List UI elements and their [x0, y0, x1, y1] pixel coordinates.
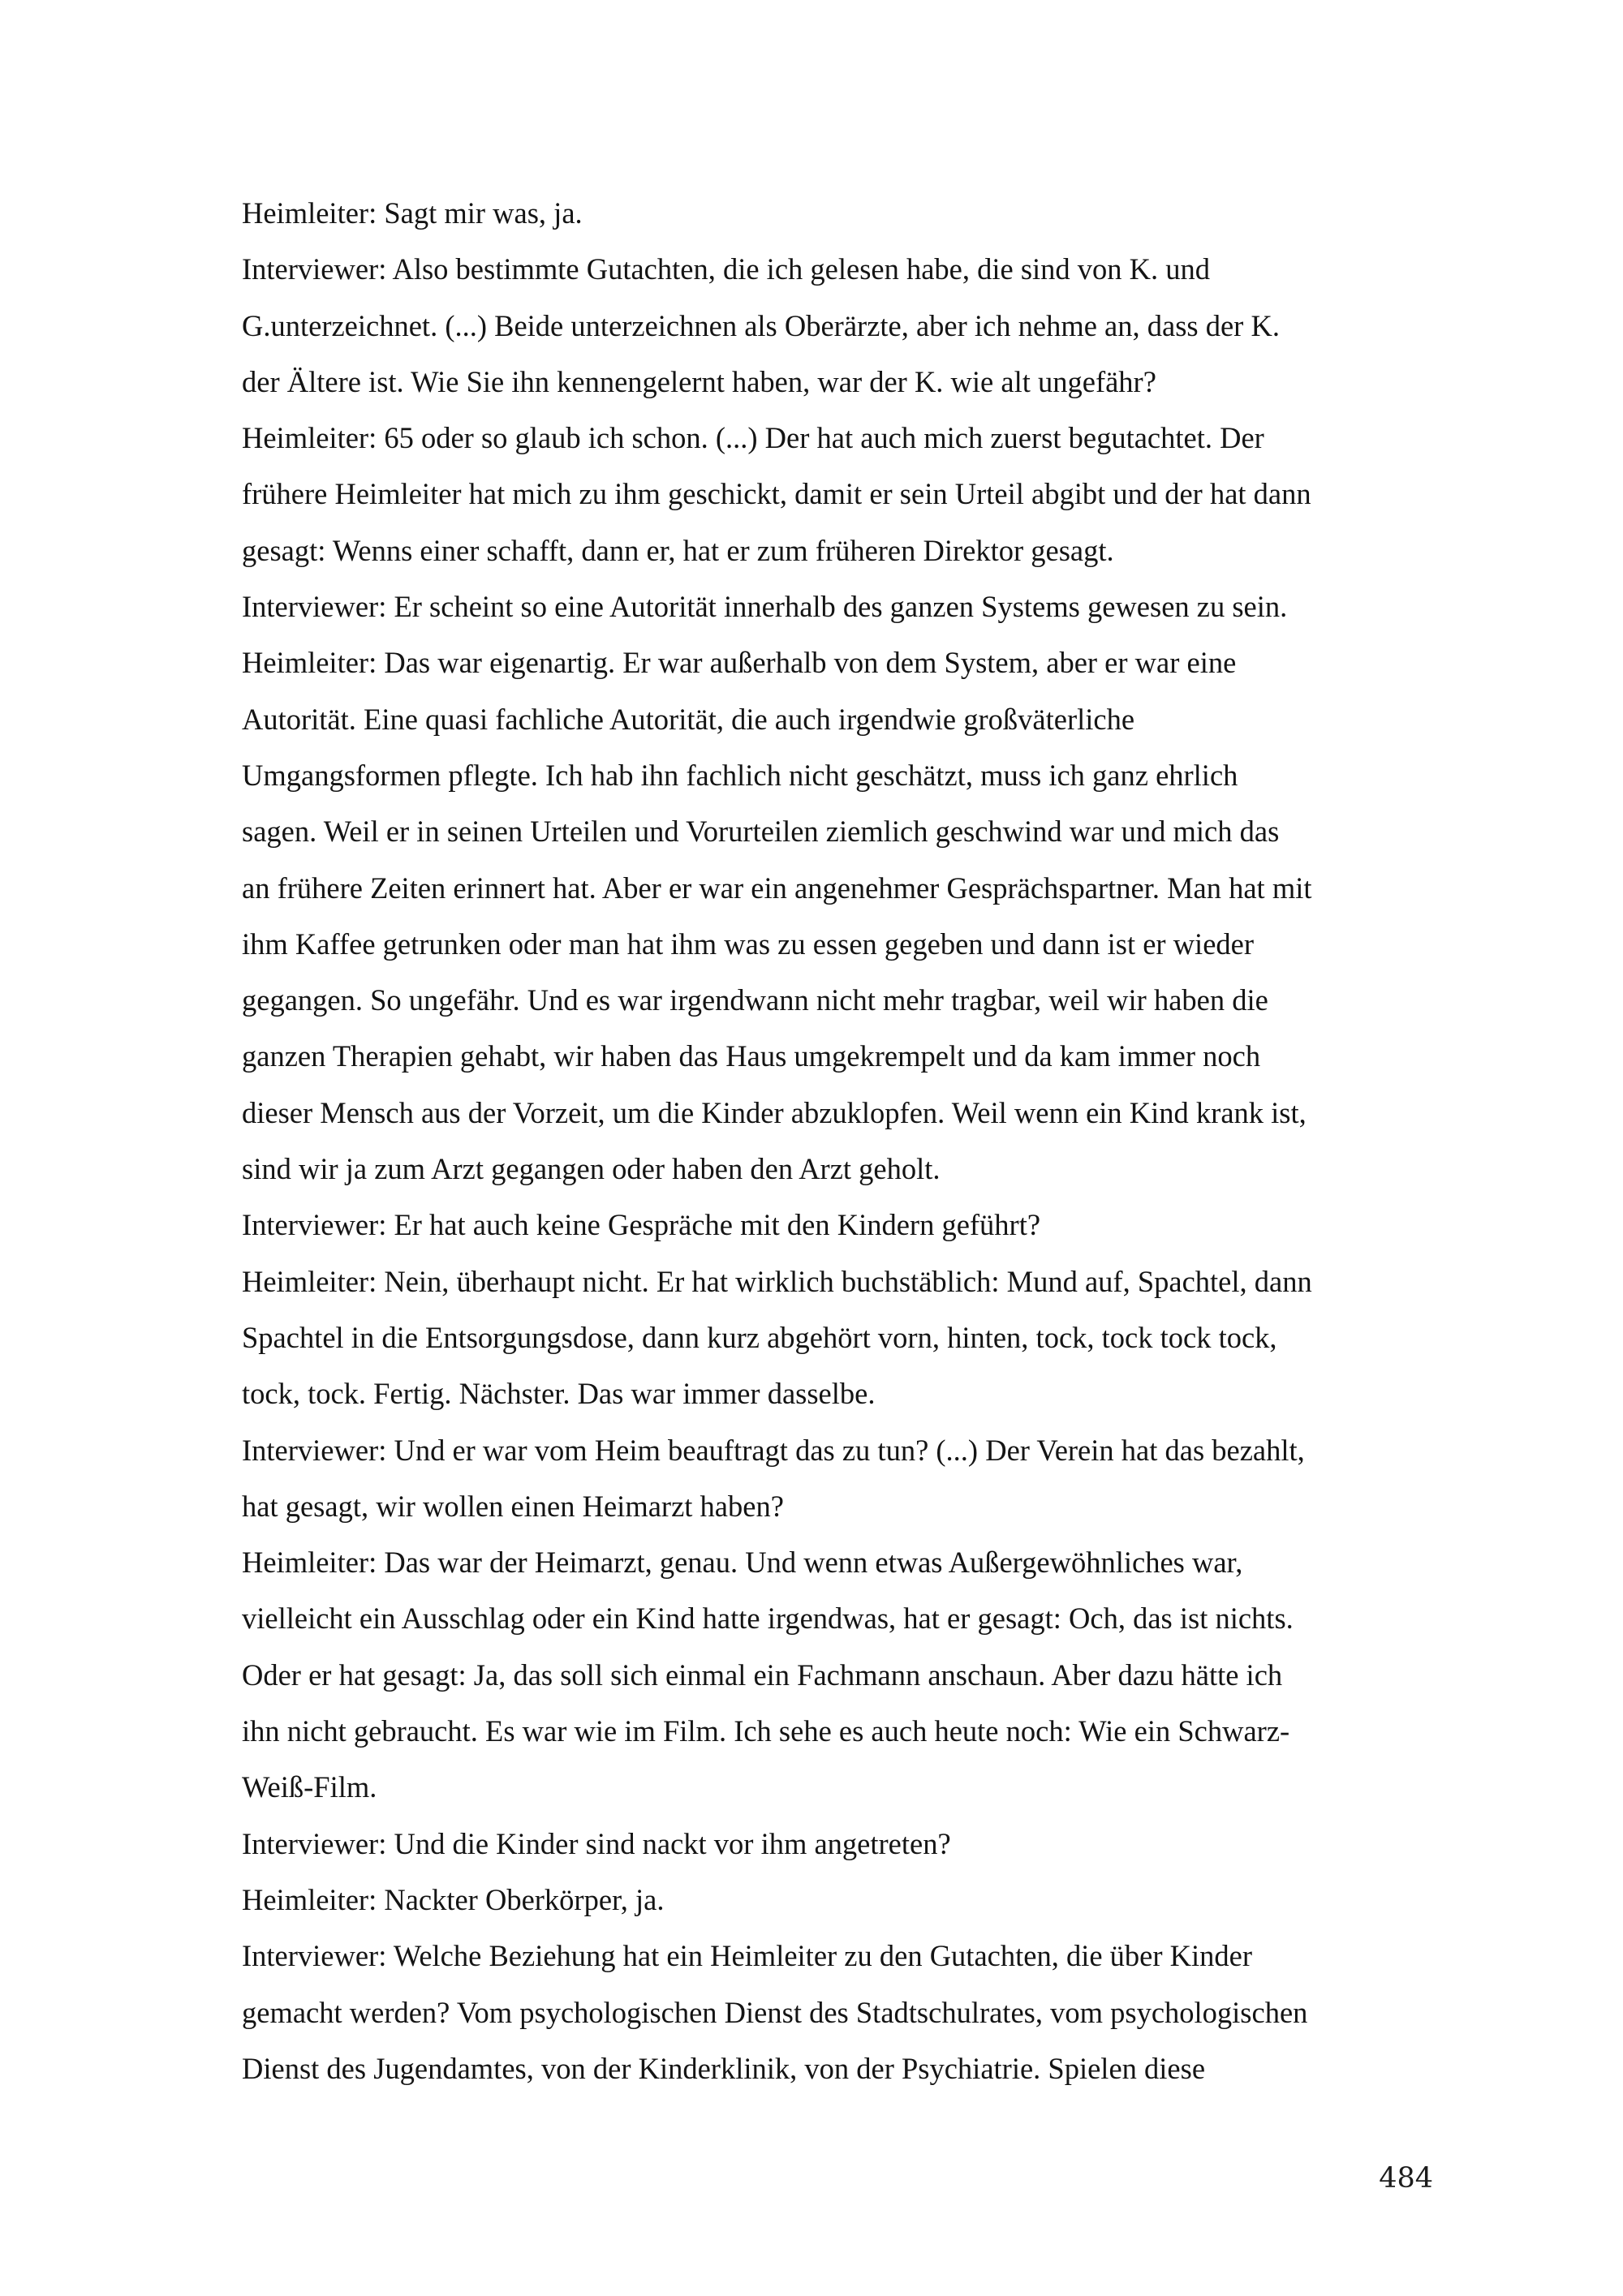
text-line: Spachtel in die Entsorgungsdose, dann kurz abgehört vorn, hinten, tock, tock tock tock, — [242, 1320, 1277, 1354]
text-line: ganzen Therapien gehabt, wir haben das Haus umgekrempelt und da kam immer noch — [242, 1039, 1261, 1073]
text-line: gegangen. So ungefähr. Und es war irgendwann nicht mehr tragbar, weil wir haben die — [242, 983, 1268, 1017]
text-line: vielleicht ein Ausschlag oder ein Kind hatte irgendwas, hat er gesagt: Och, das ist nichts. — [242, 1602, 1294, 1636]
text-line: Interviewer: Also bestimmte Gutachten, die ich gelesen habe, die sind von K. und — [242, 252, 1211, 286]
text-line: ihm Kaffee getrunken oder man hat ihm was zu essen gegeben und dann ist er wieder — [242, 927, 1255, 961]
text-line: sagen. Weil er in seinen Urteilen und Vorurteilen ziemlich geschwind war und mich das — [242, 815, 1280, 849]
text-line: Interviewer: Welche Beziehung hat ein Heimleiter zu den Gutachten, die über Kinder — [242, 1939, 1252, 1973]
interview-transcript — [242, 185, 1443, 2096]
text-line: frühere Heimleiter hat mich zu ihm geschickt, damit er sein Urteil abgibt und der hat dann — [242, 477, 1311, 511]
text-line: G.unterzeichnet. (...) Beide unterzeichnen als Oberärzte, aber ich nehme an, dass der K. — [242, 308, 1280, 342]
text-line: Heimleiter: Nackter Oberkörper, ja. — [242, 1882, 665, 1916]
text-line: Heimleiter: Nein, überhaupt nicht. Er hat wirklich buchstäblich: Mund auf, Spachtel, dann — [242, 1264, 1312, 1298]
text-line: tock, tock. Fertig. Nächster. Das war immer dasselbe. — [242, 1377, 876, 1411]
text-line: ihn nicht gebraucht. Es war wie im Film. Ich sehe es auch heute noch: Wie ein Schwarz- — [242, 1714, 1290, 1748]
text-line: Interviewer: Und die Kinder sind nackt vor ihm angetreten? — [242, 1826, 951, 1860]
text-line: der Ältere ist. Wie Sie ihn kennengelernt haben, war der K. wie alt ungefähr? — [242, 364, 1156, 398]
text-line: Interviewer: Er hat auch keine Gespräche mit den Kindern geführt? — [242, 1208, 1041, 1242]
text-line: Dienst des Jugendamtes, von der Kinderklinik, von der Psychiatrie. Spielen diese — [242, 2051, 1206, 2085]
text-line: hat gesagt, wir wollen einen Heimarzt haben? — [242, 1489, 784, 1523]
text-line: Heimleiter: Das war der Heimarzt, genau. Und wenn etwas Außergewöhnliches war, — [242, 1546, 1243, 1580]
text-line: Heimleiter: Sagt mir was, ja. — [242, 196, 583, 230]
text-line: gemacht werden? Vom psychologischen Dienst des Stadtschulrates, vom psychologischen — [242, 1995, 1308, 2029]
text-line: Interviewer: Und er war vom Heim beauftragt das zu tun? (...) Der Verein hat das bezahlt, — [242, 1433, 1305, 1467]
text-line: Interviewer: Er scheint so eine Autorität innerhalb des ganzen Systems gewesen zu sein. — [242, 590, 1288, 624]
text-line: Umgangsformen pflegte. Ich hab ihn fachlich nicht geschätzt, muss ich ganz ehrlich — [242, 758, 1238, 792]
text-line: gesagt: Wenns einer schafft, dann er, hat er zum früheren Direktor gesagt. — [242, 533, 1114, 567]
page-number: 484 — [1379, 2162, 1433, 2195]
text-line: Autorität. Eine quasi fachliche Autorität, die auch irgendwie großväterliche — [242, 702, 1135, 736]
text-line: sind wir ja zum Arzt gegangen oder haben den Arzt geholt. — [242, 1152, 941, 1186]
text-line: Weiß-Film. — [242, 1770, 377, 1804]
text-line: Heimleiter: Das war eigenartig. Er war außerhalb von dem System, aber er war eine — [242, 646, 1237, 680]
text-line: an frühere Zeiten erinnert hat. Aber er war ein angenehmer Gesprächspartner. Man hat mit — [242, 871, 1312, 905]
text-line: Oder er hat gesagt: Ja, das soll sich einmal ein Fachmann anschaun. Aber dazu hätte ich — [242, 1658, 1283, 1692]
text-line: Heimleiter: 65 oder so glaub ich schon. (...) Der hat auch mich zuerst begutachtet. Der — [242, 421, 1264, 455]
text-line: dieser Mensch aus der Vorzeit, um die Kinder abzuklopfen. Weil wenn ein Kind krank ist, — [242, 1095, 1307, 1129]
